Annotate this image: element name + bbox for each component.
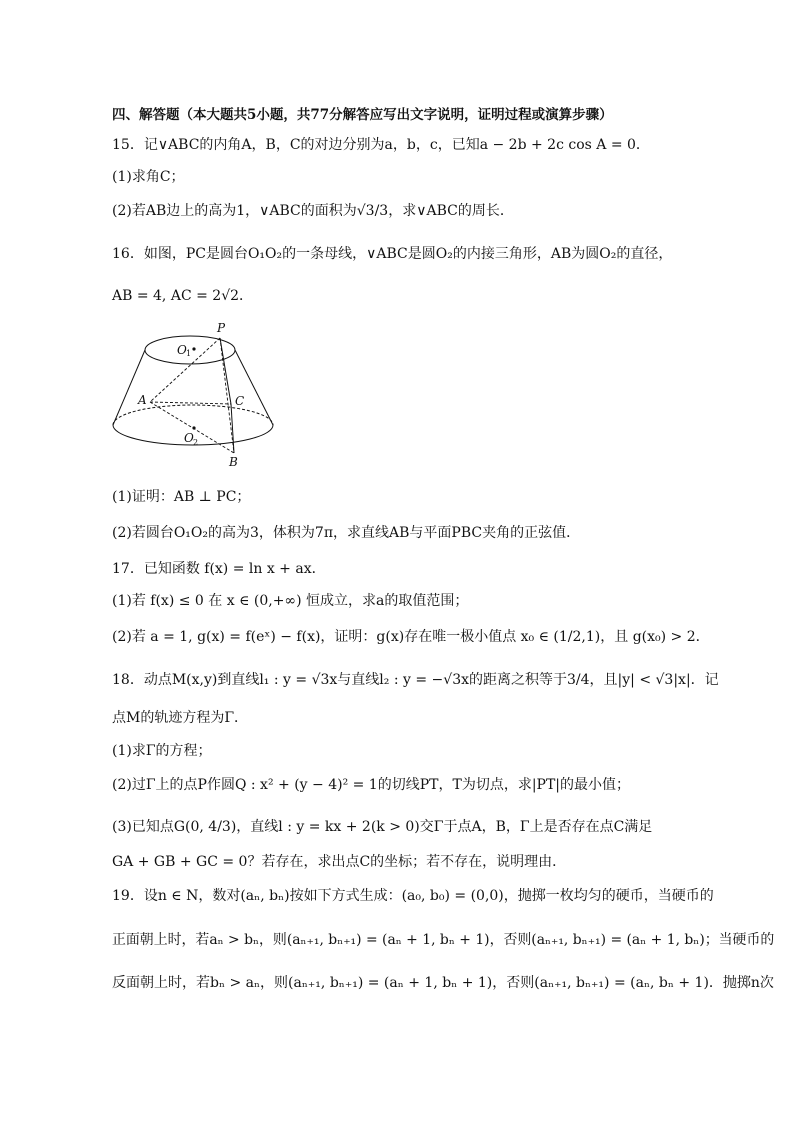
problem-17-stem: 17．已知函数 f(x) = ln x + ax． — [112, 561, 326, 577]
problem-19-stem: 19．设n ∈ N，数对(aₙ, bₙ)按如下方式生成：(a₀, b₀) = (0,0)，抛掷一枚均匀的硬币，当硬币的 — [112, 888, 714, 904]
label-A: A — [138, 393, 147, 407]
problem-18-part-2: (2)过Γ上的点P作圆Q : x² + (y − 4)² = 1的切线PT，T为切点，求|PT|的最小值； — [112, 777, 631, 793]
line-PC — [220, 338, 231, 404]
label-O1-sub: 1 — [186, 349, 192, 358]
problem-16-given: AB = 4, AC = 2√2． — [112, 288, 254, 304]
problem-18-part-3: (3)已知点G(0, 4/3)，直线l : y = kx + 2(k > 0)交Γ于点A，B，Γ上是否存在点C满足 — [112, 819, 653, 835]
problem-16-part-1: (1)证明：AB ⊥ PC； — [112, 489, 251, 505]
center-O1-dot — [192, 347, 195, 350]
center-O2-dot — [192, 426, 195, 429]
problem-17-part-2: (2)若 a = 1, g(x) = f(eˣ) − f(x)，证明：g(x)存在唯一极小值点 x₀ ∈ (1/2,1)，且 g(x₀) > 2． — [112, 629, 710, 645]
label-O1: O — [177, 343, 187, 357]
problem-15-part-1: (1)求角C； — [112, 169, 185, 185]
problem-17-part-1: (1)若 f(x) ≤ 0 在 x ∈ (0,+∞) 恒成立，求a的取值范围； — [112, 593, 469, 609]
problem-18-stem: 18．动点M(x,y)到直线l₁ : y = √3x与直线l₂ : y = −√3x的距离之积等于3/4，且|y| < √3|x|．记 — [112, 672, 719, 688]
problem-16-stem: 16．如图，PC是圆台O₁O₂的一条母线，∨ABC是圆O₂的内接三角形，AB为圆O₂的直径， — [112, 246, 673, 262]
problem-15-stem: 15．记∨ABC的内角A，B，C的对边分别为a，b，c，已知a − 2b + 2c cos A = 0． — [112, 137, 650, 153]
left-generatrix — [113, 350, 145, 425]
label-P: P — [217, 321, 226, 335]
label-C: C — [235, 394, 245, 408]
label-O2-sub: 2 — [193, 438, 199, 447]
line-AC — [150, 402, 231, 404]
bottom-circle-back — [113, 405, 273, 425]
problem-18-part-3-cont: GA + GB + GC = 0？若存在，求出点C的坐标；若不存在，说明理由． — [112, 854, 567, 870]
problem-15-part-2: (2)若AB边上的高为1，∨ABC的面积为√3/3，求∨ABC的周长． — [112, 203, 514, 219]
problem-19-stem-cont-1: 正面朝上时，若aₙ > bₙ，则(aₙ₊₁, bₙ₊₁) = (aₙ + 1, bₙ + 1)，否则(aₙ₊₁, bₙ₊₁) = (aₙ + 1, bₙ)；当硬币的 — [112, 932, 775, 948]
frustum-figure — [108, 318, 278, 468]
label-O2: O — [184, 431, 194, 445]
right-generatrix — [235, 350, 273, 425]
problem-19-stem-cont-2: 反面朝上时，若bₙ > aₙ，则(aₙ₊₁, bₙ₊₁) = (aₙ + 1, bₙ + 1)，否则(aₙ₊₁, bₙ₊₁) = (aₙ, bₙ + 1)．抛掷n次 — [112, 975, 774, 991]
problem-16-part-2: (2)若圆台O₁O₂的高为3，体积为7π，求直线AB与平面PBC夹角的正弦值． — [112, 525, 581, 541]
problem-18-stem-cont: 点M的轨迹方程为Γ． — [112, 710, 249, 726]
section-heading: 四、解答题（本大题共5小题，共77分解答应写出文字说明，证明过程或演算步骤） — [112, 107, 613, 123]
problem-18-part-1: (1)求Γ的方程； — [112, 743, 212, 759]
label-B: B — [229, 455, 238, 468]
